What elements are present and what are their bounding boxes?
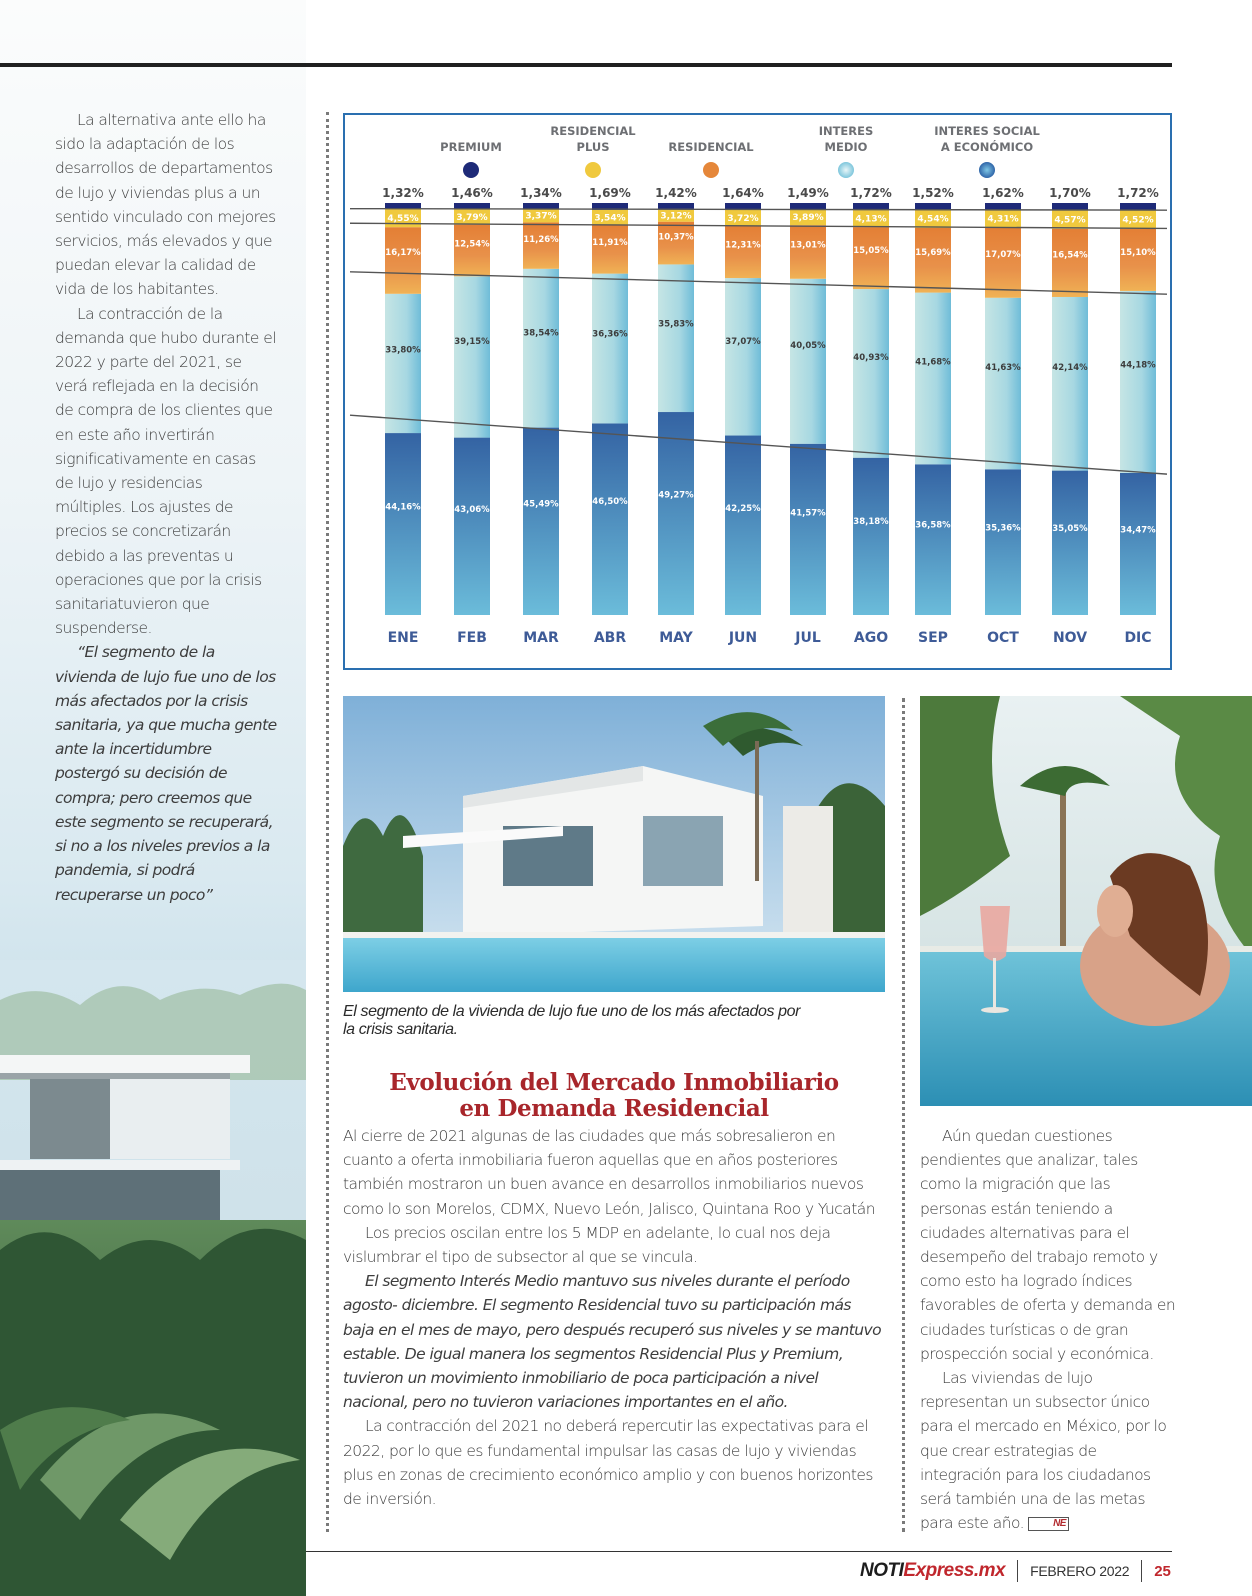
value-label-premium: 1,34% xyxy=(520,186,562,200)
bar-segment-interes-medio xyxy=(523,269,559,428)
pool-woman-photo xyxy=(920,696,1252,1106)
legend-label: RESIDENCIAL xyxy=(668,140,754,154)
bar-segment-interes-social-a-economico xyxy=(592,423,628,615)
x-tick-label: SEP xyxy=(918,630,948,646)
x-tick-label: AGO xyxy=(853,630,889,646)
x-tick-label: ABR xyxy=(593,630,627,646)
value-label-residencial-plus: 4,13% xyxy=(855,214,887,225)
sidebar-paragraph: La contracción de la demanda que hubo durante el 2022 y parte del 2021, se verá reflejada en la decisión de compra de los clientes que en este año invertirán significativamente en casas de lujo y residencias múltiples. Los ajustes de precios se concretizarán debido a las preventas u operaciones que por la crisis sanitariatuvieron que suspenderse. xyxy=(55,304,276,638)
legend-swatch-premium xyxy=(463,162,479,178)
body-paragraph: Al cierre de 2021 algunas de las ciudades que más sobresalieron en cuanto a oferta inmobiliaria fueron aquellas que en años posteriores también mostraron un buen avance en desarrollos inmobiliarios nuevos como lo son Morelos, CDMX, Nuevo León, Jalisco, Quintana Roo y Yucatán xyxy=(343,1127,875,1218)
value-label-interes-medio: 35,83% xyxy=(658,319,694,330)
sidebar-house-illustration xyxy=(0,960,306,1596)
value-label-residencial: 16,17% xyxy=(385,248,421,259)
bar-segment-interes-medio xyxy=(725,278,761,435)
bar-segment-interes-social-a-economico xyxy=(853,458,889,615)
legend-label: RESIDENCIAL xyxy=(550,124,636,138)
bar-segment-interes-social-a-economico xyxy=(454,438,490,615)
article-headline xyxy=(343,1070,885,1122)
value-label-residencial: 15,05% xyxy=(853,246,889,257)
value-label-residencial-plus: 3,54% xyxy=(594,213,626,224)
bar-segment-residencial xyxy=(1052,229,1088,297)
body-paragraph: La contracción del 2021 no deberá repercutir las expectativas para el 2022, por lo que es fundamental impulsar las casas de lujo y viviendas plus en zonas de crecimiento económico amplio y con buenos horizontes de inversión. xyxy=(343,1417,873,1509)
value-label-residencial: 11,91% xyxy=(592,238,628,249)
value-label-interes-medio: 37,07% xyxy=(725,337,761,348)
value-label-premium: 1,69% xyxy=(589,186,631,200)
side-paragraph-text: Las viviendas de lujo representan un subsector único para el mercado en México, por lo que crear estrategias de integración para los ciudadanos será también una de las metas para este año. xyxy=(920,1369,1167,1533)
bar-segment-residencial xyxy=(853,227,889,289)
bar-segment-residencial xyxy=(1120,229,1156,291)
value-label-interes-social-a-economico: 42,25% xyxy=(725,503,761,514)
value-label-interes-medio: 44,18% xyxy=(1120,360,1156,371)
value-label-residencial-plus: 4,54% xyxy=(917,214,949,225)
legend-label: PLUS xyxy=(576,140,610,154)
side-paragraph: Aún quedan cuestiones pendientes que analizar, tales como la migración que las personas están teniendo a ciudades alternativas para el desempeño del trabajo remoto y como esto ha logrado índices favorables de oferta y demanda en ciudades turísticas o de gran prospección social y económica. xyxy=(920,1127,1176,1363)
value-label-interes-social-a-economico: 34,47% xyxy=(1120,525,1156,536)
value-label-residencial-plus: 3,79% xyxy=(456,212,488,223)
value-label-interes-social-a-economico: 35,36% xyxy=(985,523,1021,534)
column-divider xyxy=(902,698,905,1532)
value-label-residencial-plus: 3,72% xyxy=(727,213,759,224)
value-label-premium: 1,64% xyxy=(722,186,764,200)
body-paragraph-italic: El segmento Interés Medio mantuvo sus niveles durante el período agosto- diciembre. El segmento Residencial tuvo su participación más baja en el mes de mayo, pero después recuperó sus niveles y se mantuvo estable. De igual manera los segmentos Residencial Plus y Premium, tuvieron un movimiento inmobiliario de poca participación a nivel nacional, pero no tuvieron variaciones importantes en el año. xyxy=(343,1272,882,1412)
bar-segment-premium xyxy=(985,203,1021,210)
bar-segment-interes-social-a-economico xyxy=(985,469,1021,615)
bar-segment-interes-medio xyxy=(985,298,1021,470)
value-label-interes-social-a-economico: 44,16% xyxy=(385,502,421,513)
legend-swatch-interes-medio xyxy=(838,162,854,178)
side-column-text xyxy=(920,1124,1176,1535)
bar-segment-interes-social-a-economico xyxy=(915,464,951,615)
bar-segment-premium xyxy=(454,203,490,209)
bar-segment-interes-social-a-economico xyxy=(658,412,694,615)
value-label-premium: 1,46% xyxy=(451,186,493,200)
value-label-residencial: 13,01% xyxy=(790,240,826,251)
legend-swatch-residencial-plus xyxy=(585,162,601,178)
bar-segment-premium xyxy=(790,203,826,209)
bar-segment-interes-social-a-economico xyxy=(523,428,559,615)
bar-segment-interes-medio xyxy=(1052,297,1088,471)
end-mark-icon: NE xyxy=(1028,1517,1069,1531)
top-rule xyxy=(0,63,1172,67)
legend-label: MEDIO xyxy=(824,140,868,154)
page-number: 25 xyxy=(1154,1562,1171,1580)
value-label-residencial: 15,10% xyxy=(1120,247,1156,258)
bar-segment-residencial xyxy=(985,227,1021,297)
value-label-interes-medio: 40,93% xyxy=(853,352,889,363)
bar-segment-interes-medio xyxy=(385,294,421,433)
sidebar-paragraph: La alternativa ante ello ha sido la adaptación de los desarrollos de departamentos de lujo y viviendas plus a un sentido vinculado con mejores servicios, más elevados y que puedan elevar la calidad de vida de los habitantes. xyxy=(55,111,276,299)
value-label-interes-social-a-economico: 35,05% xyxy=(1052,524,1088,535)
x-tick-label: MAY xyxy=(659,630,693,646)
x-tick-label: DIC xyxy=(1124,630,1152,646)
logo-mx: .mx xyxy=(973,1560,1006,1581)
bar-segment-interes-social-a-economico xyxy=(725,436,761,615)
column-divider xyxy=(326,112,329,1532)
bar-segment-premium xyxy=(1120,203,1156,210)
value-label-residencial: 17,07% xyxy=(985,249,1021,260)
article-body xyxy=(343,1124,883,1511)
legend-label: A ECONÓMICO xyxy=(940,140,1034,154)
legend-label: INTERES xyxy=(818,124,874,138)
value-label-premium: 1,52% xyxy=(912,186,954,200)
value-label-residencial: 16,54% xyxy=(1052,250,1088,261)
bar-segment-interes-medio xyxy=(454,276,490,437)
value-label-interes-medio: 38,54% xyxy=(523,328,559,339)
value-label-interes-medio: 39,15% xyxy=(454,337,490,348)
bar-segment-premium xyxy=(385,203,421,208)
value-label-premium: 1,42% xyxy=(655,186,697,200)
value-label-residencial-plus: 4,57% xyxy=(1054,215,1086,226)
bar-segment-premium xyxy=(658,203,694,209)
sidebar-quote: “El segmento de la vivienda de lujo fue uno de los más afectados por la crisis sanitaria, ya que mucha gente ante la incertidumbre postergó su decisión de compra; pero creemos que este segmento se recuperará, si no a los niveles previos a la pandemia, si podrá recuperarse un poco” xyxy=(55,643,277,904)
value-label-premium: 1,72% xyxy=(1117,186,1159,200)
value-label-interes-medio: 41,68% xyxy=(915,357,951,368)
bar-segment-residencial xyxy=(592,225,628,274)
value-label-premium: 1,62% xyxy=(982,186,1024,200)
luxury-house-photo xyxy=(343,696,885,992)
legend-swatch-residencial xyxy=(703,162,719,178)
value-label-interes-social-a-economico: 49,27% xyxy=(658,490,694,501)
bar-segment-interes-social-a-economico xyxy=(1120,473,1156,615)
logo-noti: NOTI xyxy=(860,1560,904,1581)
headline-line: Evolución del Mercado Inmobiliario xyxy=(389,1069,839,1096)
value-label-interes-social-a-economico: 41,57% xyxy=(790,508,826,519)
x-tick-label: MAR xyxy=(523,630,559,646)
side-paragraph xyxy=(920,1366,1176,1535)
value-label-residencial: 10,37% xyxy=(658,232,694,243)
value-label-residencial-plus: 3,37% xyxy=(525,211,557,222)
value-label-interes-medio: 36,36% xyxy=(592,329,628,340)
value-label-premium: 1,72% xyxy=(850,186,892,200)
bar-segment-interes-medio xyxy=(790,279,826,444)
x-tick-label: OCT xyxy=(987,630,1019,646)
photo-caption: El segmento de la vivienda de lujo fue uno de los más afectados por la crisis sanitaria. xyxy=(343,1003,801,1038)
bar-segment-residencial xyxy=(790,225,826,279)
value-label-residencial-plus: 3,89% xyxy=(792,213,824,224)
legend-swatch-interes-social-a-economico xyxy=(979,162,995,178)
x-tick-label: ENE xyxy=(387,630,419,646)
body-paragraph: Los precios oscilan entre los 5 MDP en adelante, lo cual nos deja vislumbrar el tipo de subsector al que se vincula. xyxy=(343,1223,831,1267)
sidebar-article-text xyxy=(55,108,277,907)
bar-segment-residencial xyxy=(658,222,694,265)
bar-segment-interes-medio xyxy=(592,274,628,424)
value-label-interes-social-a-economico: 36,58% xyxy=(915,520,951,531)
headline-line: en Demanda Residencial xyxy=(459,1095,769,1122)
value-label-premium: 1,49% xyxy=(787,186,829,200)
value-label-interes-medio: 41,63% xyxy=(985,362,1021,373)
bar-segment-residencial xyxy=(523,222,559,268)
bar-segment-interes-medio xyxy=(1120,291,1156,473)
logo-express: Express xyxy=(903,1560,974,1581)
value-label-interes-social-a-economico: 46,50% xyxy=(592,496,628,507)
bar-segment-interes-medio xyxy=(915,293,951,465)
value-label-residencial: 12,31% xyxy=(725,240,761,251)
value-label-interes-social-a-economico: 45,49% xyxy=(523,499,559,510)
bar-segment-interes-social-a-economico xyxy=(790,444,826,615)
value-label-interes-social-a-economico: 43,06% xyxy=(454,505,490,516)
value-label-residencial: 11,26% xyxy=(523,234,559,245)
bar-segment-premium xyxy=(915,203,951,209)
x-tick-label: JUL xyxy=(795,630,821,646)
x-tick-label: FEB xyxy=(457,630,487,646)
stacked-bar-chart xyxy=(343,113,1172,670)
value-label-interes-medio: 40,05% xyxy=(790,341,826,352)
value-label-residencial-plus: 4,31% xyxy=(987,214,1019,225)
footer-separator xyxy=(1141,1560,1142,1582)
value-label-interes-social-a-economico: 38,18% xyxy=(853,516,889,527)
x-tick-label: JUN xyxy=(728,630,758,646)
bar-segment-interes-social-a-economico xyxy=(385,433,421,615)
bar-segment-residencial xyxy=(454,225,490,277)
issue-date: FEBRERO 2022 xyxy=(1030,1563,1130,1579)
bar-segment-residencial xyxy=(725,226,761,278)
value-label-residencial-plus: 4,52% xyxy=(1122,215,1154,226)
bar-segment-premium xyxy=(523,203,559,209)
bar-segment-interes-medio xyxy=(658,264,694,412)
footer-rule xyxy=(306,1551,1172,1552)
x-tick-label: NOV xyxy=(1052,630,1088,646)
value-label-interes-medio: 42,14% xyxy=(1052,362,1088,373)
value-label-interes-medio: 33,80% xyxy=(385,345,421,356)
chart-canvas xyxy=(345,115,1170,668)
legend-label: INTERES SOCIAL xyxy=(934,124,1040,138)
bar-segment-interes-social-a-economico xyxy=(1052,471,1088,615)
value-label-premium: 1,70% xyxy=(1049,186,1091,200)
value-label-residencial: 15,69% xyxy=(915,248,951,259)
legend-label: PREMIUM xyxy=(440,140,502,154)
value-label-residencial: 12,54% xyxy=(454,239,490,250)
value-label-residencial-plus: 4,55% xyxy=(387,213,419,224)
bar-segment-residencial xyxy=(385,227,421,294)
value-label-residencial-plus: 3,12% xyxy=(660,211,692,222)
publication-logo xyxy=(860,1560,1005,1582)
bar-segment-interes-medio xyxy=(853,289,889,458)
footer-separator xyxy=(1017,1560,1018,1582)
bar-segment-premium xyxy=(1052,203,1088,210)
value-label-premium: 1,32% xyxy=(382,186,424,200)
page-footer xyxy=(860,1556,1171,1586)
bar-segment-residencial xyxy=(915,228,951,293)
